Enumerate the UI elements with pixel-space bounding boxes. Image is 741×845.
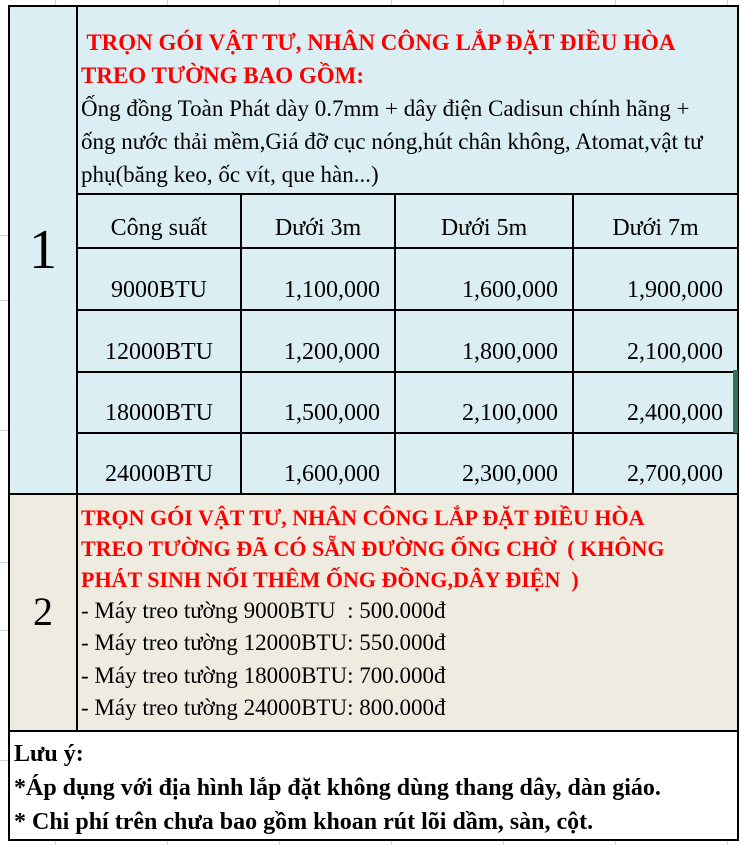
- section-1-row-number: 1: [29, 218, 57, 281]
- section-1-title-line: TREO TƯỜNG BAO GỒM:: [81, 63, 365, 88]
- header-cell-duoi-7m: Dưới 7m: [612, 215, 699, 241]
- section-2-title-line: TREO TƯỜNG ĐÃ CÓ SẴN ĐƯỜNG ỐNG CHỜ ( KHÔNG: [81, 535, 665, 561]
- section-1-description-line: Ống đồng Toàn Phát dày 0.7mm + dây điện Cadisun chính hãng +: [81, 96, 690, 121]
- cell-capacity: 18000BTU: [78, 373, 242, 432]
- header-cell-duoi-3m: Dưới 3m: [242, 195, 396, 247]
- note-line: *Áp dụng với địa hình lắp đặt không dùng thang dây, dàn giáo.: [14, 775, 661, 801]
- section-2-price-item: - Máy treo tường 9000BTU : 500.000đ: [81, 597, 446, 623]
- cell-price: 1,900,000: [627, 277, 723, 303]
- section-2-text-block: [78, 495, 737, 725]
- cell-price: 2,300,000: [396, 434, 574, 493]
- cell-price: 2,100,000: [396, 373, 574, 432]
- cell-capacity: 24000BTU: [78, 434, 242, 493]
- cell-price: 1,200,000: [242, 311, 396, 371]
- header-cell-duoi-5m: Dưới 5m: [396, 195, 574, 247]
- table-row-18000btu: [78, 373, 737, 434]
- cell-price: 2,400,000: [627, 400, 723, 426]
- section-2-price-item: - Máy treo tường 24000BTU: 800.000đ: [81, 695, 446, 721]
- cell-price: 1,600,000: [396, 249, 574, 309]
- gridline-tick: [615, 841, 616, 845]
- table-row-9000btu: [78, 249, 737, 311]
- power-table-header-row: [78, 195, 737, 249]
- gridline-tick: [0, 760, 8, 761]
- section-2-row-number-cell: [10, 495, 78, 730]
- section-1-row-number-cell: [10, 7, 78, 493]
- table-row-24000btu: [78, 434, 737, 493]
- gridline-tick: [167, 841, 168, 845]
- section-1-title-line: TRỌN GÓI VẬT TƯ, NHÂN CÔNG LẮP ĐẶT ĐIỀU HÒA: [81, 30, 676, 55]
- section-2-price-item: - Máy treo tường 18000BTU: 700.000đ: [81, 662, 446, 688]
- section-2-price-item: - Máy treo tường 12000BTU: 550.000đ: [81, 630, 446, 656]
- section-1-text-block: [78, 7, 737, 193]
- section-1-description-line: ống nước thải mềm,Giá đỡ cục nóng,hút chân không, Atomat,vật tư: [81, 129, 703, 154]
- gridline-tick: [0, 235, 8, 236]
- section-2-preinstalled-pipe-package: [10, 495, 737, 732]
- section-1-content: [78, 7, 737, 493]
- note-line: * Chi phí trên chưa bao gồm khoan rút lõi dầm, sàn, cột.: [14, 809, 594, 835]
- gridline-tick: [391, 841, 392, 845]
- excel-selection-border: [733, 370, 738, 433]
- note-section: [10, 732, 737, 839]
- gridline-tick: [0, 562, 8, 563]
- cell-price: 1,100,000: [242, 249, 396, 309]
- gridline-tick: [0, 430, 8, 431]
- gridline-tick: [727, 841, 728, 845]
- gridline-tick: [0, 630, 8, 631]
- gridline-tick: [55, 841, 56, 845]
- section-2-content: [78, 495, 737, 730]
- section-2-row-number: 2: [33, 589, 53, 635]
- cell-price: 1,800,000: [396, 311, 574, 371]
- cell-price: 1,600,000: [242, 434, 396, 493]
- gridline-tick: [0, 300, 8, 301]
- cell-price: 1,500,000: [242, 373, 396, 432]
- header-cell-cong-suat: Công suất: [78, 195, 242, 247]
- cell-capacity: 9000BTU: [78, 249, 242, 309]
- price-table: [8, 5, 739, 841]
- gridline-tick: [279, 841, 280, 845]
- gridline-tick: [503, 841, 504, 845]
- cell-capacity: 12000BTU: [78, 311, 242, 371]
- section-2-title-line: PHÁT SINH NỐI THÊM ỐNG ĐỒNG,DÂY ĐIỆN ): [81, 566, 579, 592]
- power-price-table: [78, 193, 737, 493]
- table-row-12000btu: [78, 311, 737, 373]
- cell-price: 2,700,000: [627, 460, 723, 487]
- note-heading: Lưu ý:: [14, 741, 84, 767]
- section-2-title-line: TRỌN GÓI VẬT TƯ, NHÂN CÔNG LẮP ĐẶT ĐIỀU HÒA: [81, 504, 645, 530]
- section-1-installation-full-package: [10, 7, 737, 495]
- cell-price: 2,100,000: [627, 339, 723, 365]
- section-1-description-line: phụ(băng keo, ốc vít, que hàn...): [81, 162, 379, 187]
